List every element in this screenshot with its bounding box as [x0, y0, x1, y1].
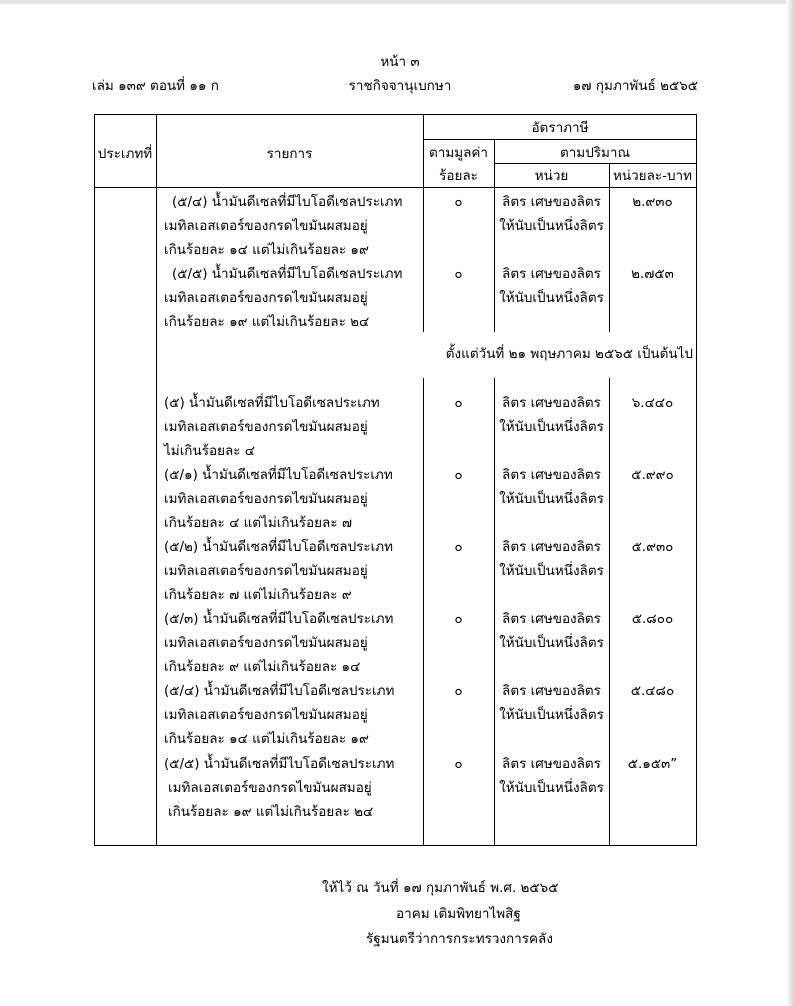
effective-date-note: ตั้งแต่วันที่ ๒๑ พฤษภาคม ๒๕๖๕ เป็นต้นไป	[445, 346, 693, 362]
quantity-rate: ๖.๔๔๐	[631, 395, 674, 411]
item-line: (๕/๓) น้ำมันดีเซลที่มีไบโอดีเซลประเภท	[164, 611, 394, 627]
item-line: เมทิลเอสเตอร์ของกรดไขมันผสมอยู่	[164, 707, 368, 723]
page-number: หน้า ๓	[380, 54, 420, 70]
value-rate: ๐	[454, 194, 463, 210]
quantity-rate: ๕.๙๙๐	[631, 467, 674, 483]
item-line: เกินร้อยละ ๗ แต่ไม่เกินร้อยละ ๙	[164, 587, 352, 603]
item-line: เกินร้อยละ ๔ แต่ไม่เกินร้อยละ ๗	[164, 515, 353, 531]
item-line: เมทิลเอสเตอร์ของกรดไขมันผสมอยู่	[164, 419, 368, 435]
value-rate: ๐	[454, 683, 463, 699]
item-line: (๕) น้ำมันดีเซลที่มีไบโอดีเซลประเภท	[164, 395, 380, 411]
value-rate: ๐	[454, 395, 463, 411]
quantity-rate: ๕.๑๕๓”	[627, 756, 678, 772]
header-per-unit: หน่วยละ-บาท	[612, 168, 693, 184]
item-line: (๕/๑) น้ำมันดีเซลที่มีไบโอดีเซลประเภท	[164, 467, 393, 483]
quantity-rate: ๕.๙๓๐	[631, 539, 674, 555]
value-rate: ๐	[454, 611, 463, 627]
unit-cell: ลิตร เศษของลิตร	[502, 467, 601, 483]
unit-cell: ลิตร เศษของลิตร	[502, 194, 601, 210]
item-line: เมทิลเอสเตอร์ของกรดไขมันผสมอยู่	[164, 563, 368, 579]
value-rate: ๐	[454, 266, 463, 282]
header-by-quantity: ตามปริมาณ	[559, 145, 631, 161]
unit-cell: ลิตร เศษของลิตร	[502, 395, 601, 411]
item-line: เมทิลเอสเตอร์ของกรดไขมันผสมอยู่	[164, 218, 368, 234]
page-top-edge	[0, 0, 794, 4]
item-line: เกินร้อยละ ๙ แต่ไม่เกินร้อยละ ๑๔	[164, 659, 361, 675]
unit-cell: ลิตร เศษของลิตร	[502, 756, 601, 772]
header-tax-rate: อัตราภาษี	[531, 120, 589, 136]
quantity-rate: ๒.๙๓๐	[632, 194, 673, 210]
header-percent: ร้อยละ	[439, 168, 478, 184]
item-line: (๕/๕) น้ำมันดีเซลที่มีไบโอดีเซลประเภท	[164, 756, 395, 772]
unit-cell: ให้นับเป็นหนึ่งลิตร	[499, 218, 604, 234]
item-line: (๕/๕) น้ำมันดีเซลที่มีไบโอดีเซลประเภท	[172, 266, 403, 282]
item-line: (๕/๒) น้ำมันดีเซลที่มีไบโอดีเซลประเภท	[164, 539, 394, 555]
publication-name: ราชกิจจานุเบกษา	[348, 78, 452, 94]
unit-cell: ให้นับเป็นหนึ่งลิตร	[499, 780, 604, 796]
unit-cell: ลิตร เศษของลิตร	[502, 539, 601, 555]
value-rate: ๐	[454, 539, 463, 555]
header-type: ประเภทที่	[97, 146, 153, 162]
unit-cell: ให้นับเป็นหนึ่งลิตร	[499, 563, 604, 579]
quantity-rate: ๕.๘๐๐	[631, 611, 674, 627]
signatory-position: รัฐมนตรีว่าการกระทรวงการคลัง	[366, 931, 553, 947]
unit-cell: ลิตร เศษของลิตร	[502, 611, 601, 627]
item-line: เกินร้อยละ ๑๔ แต่ไม่เกินร้อยละ ๑๙	[164, 731, 369, 747]
value-rate: ๐	[454, 756, 463, 772]
unit-cell: ลิตร เศษของลิตร	[502, 683, 601, 699]
publication-date: ๑๗ กุมภาพันธ์ ๒๕๖๕	[572, 78, 698, 94]
value-rate: ๐	[454, 467, 463, 483]
unit-cell: ให้นับเป็นหนึ่งลิตร	[499, 491, 604, 507]
item-line: เมทิลเอสเตอร์ของกรดไขมันผสมอยู่	[164, 491, 368, 507]
quantity-rate: ๕.๔๘๐	[630, 683, 675, 699]
quantity-rate: ๒.๗๕๓	[631, 266, 674, 282]
item-line: (๕/๔) น้ำมันดีเซลที่มีไบโอดีเซลประเภท	[164, 683, 395, 699]
header-item: รายการ	[266, 146, 313, 162]
volume-issue: เล่ม ๑๓๙ ตอนที่ ๑๑ ก	[92, 78, 219, 94]
item-line: เกินร้อยละ ๑๔ แต่ไม่เกินร้อยละ ๑๙	[164, 242, 369, 258]
unit-cell: ให้นับเป็นหนึ่งลิตร	[499, 419, 604, 435]
header-by-value: ตามมูลค่า	[428, 145, 489, 161]
item-line: เมทิลเอสเตอร์ของกรดไขมันผสมอยู่	[164, 635, 368, 651]
page-right-edge	[786, 0, 794, 1006]
header-unit: หน่วย	[534, 168, 569, 184]
item-line: เมทิลเอสเตอร์ของกรดไขมันผสมอยู่	[164, 290, 368, 306]
unit-cell: ให้นับเป็นหนึ่งลิตร	[499, 290, 604, 306]
item-line: เกินร้อยละ ๑๙ แต่ไม่เกินร้อยละ ๒๔	[164, 314, 370, 330]
item-line: เมทิลเอสเตอร์ของกรดไขมันผสมอยู่	[168, 780, 372, 796]
signatory-name: อาคม เติมพิทยาไพสิฐ	[396, 906, 521, 922]
unit-cell: ลิตร เศษของลิตร	[502, 266, 601, 282]
item-line: ไม่เกินร้อยละ ๔	[164, 443, 256, 459]
item-line: เกินร้อยละ ๑๙ แต่ไม่เกินร้อยละ ๒๔	[168, 804, 374, 820]
item-line: (๕/๔) น้ำมันดีเซลที่มีไบโอดีเซลประเภท	[172, 194, 403, 210]
unit-cell: ให้นับเป็นหนึ่งลิตร	[499, 707, 604, 723]
given-date-line: ให้ไว้ ณ วันที่ ๑๗ กุมภาพันธ์ พ.ศ. ๒๕๖๕	[322, 880, 559, 896]
unit-cell: ให้นับเป็นหนึ่งลิตร	[499, 635, 604, 651]
